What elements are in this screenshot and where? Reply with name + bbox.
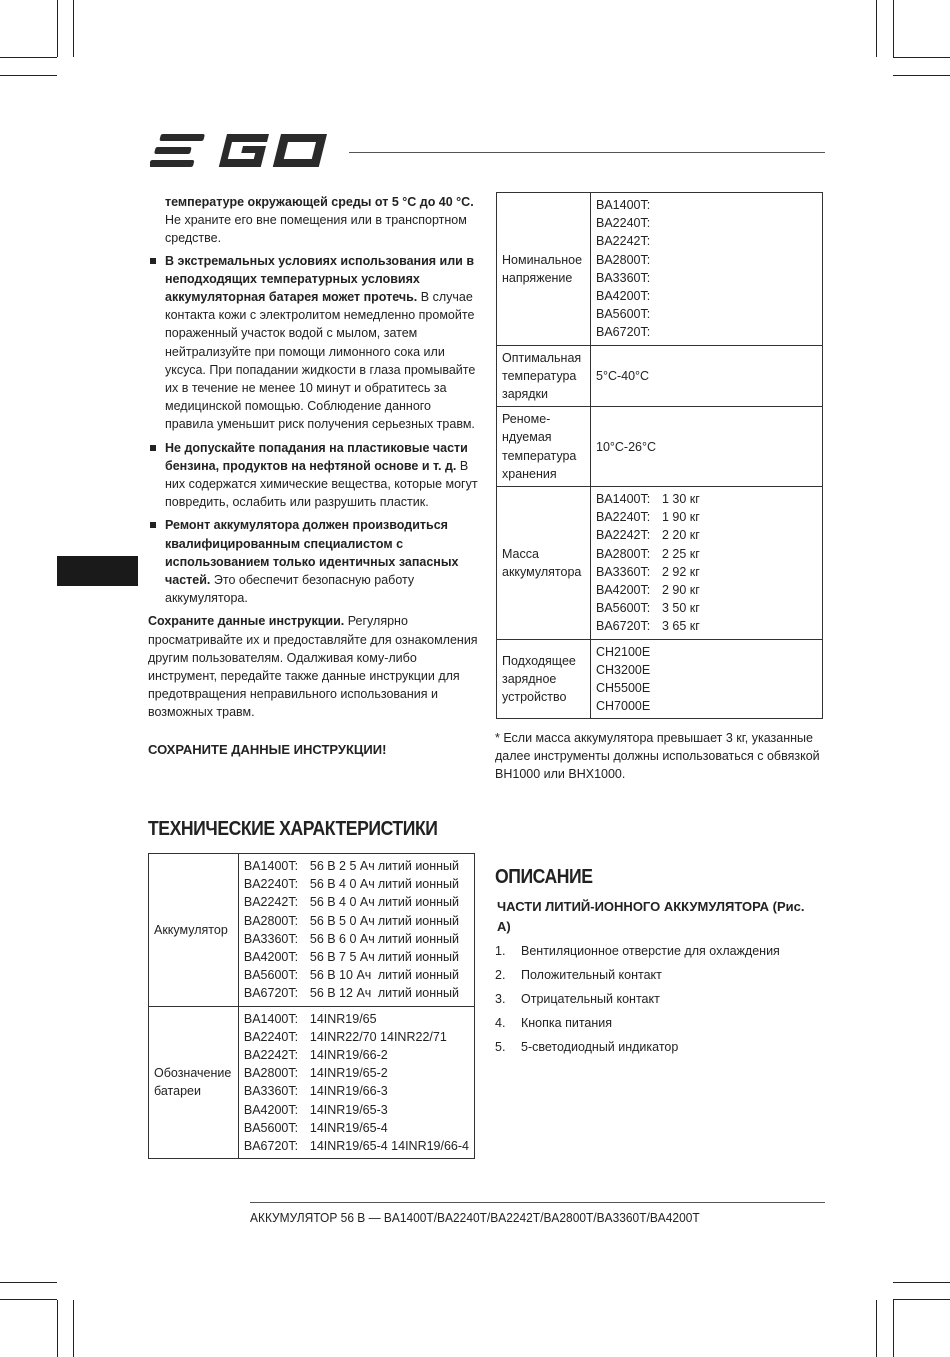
- table-row: [149, 854, 475, 1007]
- section-tab: [57, 556, 138, 586]
- designation-values: BA1400T: 14INR19/65 BA2240T: 14INR22/70 14INR22/71 BA2242T: 14INR19/66-2 BA2800T: 14INR19/65-2 BA3360T: 14INR19/66-3 BA4200T: 14INR19/65-3 BA5600T: 14INR19/65-4 BA6720T: 14INR19/65-4 14INR19/66-4: [238, 1006, 474, 1159]
- table-row: [497, 193, 823, 346]
- crop-mark: [57, 1300, 58, 1357]
- footer-rule: [250, 1202, 825, 1203]
- crop-mark: [0, 1299, 57, 1300]
- right-specs-table: [496, 192, 823, 719]
- parts-list: [495, 941, 780, 1061]
- save-paragraph: Сохраните данные инструкции. Регулярно просматривайте их и предоставляйте для ознакомления другим пользователям. Одалживая кому-либо инструмент, передайте также данные инструкции для предотвращения неправильного использования и возможных травм.: [148, 614, 478, 720]
- crop-mark: [893, 1300, 894, 1357]
- crop-mark: [876, 0, 877, 57]
- description-subtitle: ЧАСТИ ЛИТИЙ-ИОННОГО АККУМУЛЯТОРА (Рис. A): [497, 899, 805, 934]
- charge-temp-value: 5°C-40°C: [591, 345, 823, 407]
- mass-footnote: * Если масса аккумулятора превышает 3 кг, указанные далее инструменты должны использоваться с обвязкой BH1000 или BHX1000.: [495, 731, 820, 782]
- charger-values: CH2100E CH3200E CH5500E CH7000E: [591, 639, 823, 719]
- mass-label: Масса аккумулятора: [497, 487, 591, 640]
- crop-mark: [893, 1299, 950, 1300]
- storage-temp-value: 10°C-26°C: [591, 407, 823, 487]
- crop-mark: [0, 1282, 57, 1283]
- page-footer: АККУМУЛЯТОР 56 В — BA1400T/BA2240T/BA2242T/BA2800T/BA3360T/BA4200T: [250, 1210, 700, 1225]
- list-item: 5. 5-светодиодный индикатор: [495, 1040, 679, 1054]
- crop-mark: [57, 0, 58, 57]
- storage-temp-label: Реноме- ндуемая температура хранения: [497, 407, 591, 487]
- specs-table: [148, 853, 475, 1159]
- battery-values: BA1400T: 56 В 2 5 Ач литий ионный BA2240T: 56 В 4 0 Ач литий ионный BA2242T: 56 В 4 0 Ач литий ионный BA2800T: 56 В 5 0 Ач литий ионный BA3360T: 56 В 6 0 Ач литий ионный BA4200T: 56 В 7 5 Ач литий ионный BA5600T: 56 В 10 Ач литий ионный BA6720T: 56 В 12 Ач литий ионный: [238, 854, 474, 1007]
- mass-values: BA1400T: 1 30 кг BA2240T: 1 90 кг BA2242T: 2 20 кг BA2800T: 2 25 кг BA3360T: 2 92 кг BA4200T: 2 90 кг BA5600T: 3 50 кг BA6720T: 3 65 кг: [591, 487, 823, 640]
- crop-mark: [893, 0, 894, 57]
- bullet-item: Ремонт аккумулятора должен производиться квалифицированным специалистом с использованием только идентичных запасных частей. Это обеспечит безопасную работу аккумулятора.: [148, 516, 478, 607]
- description-title: ОПИСАНИЕ: [495, 866, 593, 888]
- list-item: 2. Положительный контакт: [495, 968, 662, 982]
- specs-title: ТЕХНИЧЕСКИЕ ХАРАКТЕРИСТИКИ: [148, 818, 438, 840]
- bullet-item: В экстремальных условиях использования или в неподходящих температурных условиях аккумуляторная батарея может протечь. В случае контакта кожи с электролитом немедленно промойте пораженный участок водой с мылом, затем нейтрализуйте при помощи лимонного сока или уксуса. При попадании жидкости в глаза промывайте их в течение не менее 10 минут и обратитесь за медицинской помощью. Соблюдение данного правила уменьшит риск получения серьезных травм.: [148, 252, 478, 434]
- charge-temp-label: Оптимальная температура зарядки: [497, 345, 591, 407]
- crop-mark: [893, 75, 950, 76]
- crop-mark: [0, 57, 57, 58]
- crop-mark: [73, 0, 74, 57]
- table-row: [497, 639, 823, 719]
- list-item: 1. Вентиляционное отверстие для охлаждения: [495, 944, 780, 958]
- list-item: 4. Кнопка питания: [495, 1016, 613, 1030]
- charger-label: Подходящее зарядное устройство: [497, 639, 591, 719]
- safety-bullets: [148, 252, 478, 608]
- table-row: [149, 1006, 475, 1159]
- header-rule: [349, 152, 825, 153]
- bullet-item: Не допускайте попадания на пластиковые части бензина, продуктов на нефтяной основе и т. д. В них содержатся химические вещества, которые могут повредить, ослабить или разрушить пластик.: [148, 439, 478, 512]
- list-item: 3. Отрицательный контакт: [495, 992, 660, 1006]
- voltage-values: BA1400T: BA2240T: BA2242T: BA2800T: BA3360T: BA4200T: BA5600T: BA6720T:: [591, 193, 823, 346]
- crop-mark: [0, 75, 57, 76]
- table-row: [497, 487, 823, 640]
- crop-mark: [893, 1282, 950, 1283]
- crop-mark: [893, 57, 950, 58]
- crop-mark: [73, 1300, 74, 1357]
- intro-paragraph: температуре окружающей среды от 5 °C до 40 °C. Не храните его вне помещения или в транспортном средстве.: [165, 195, 474, 246]
- table-row: [497, 345, 823, 407]
- voltage-label: Номинальное напряжение: [497, 193, 591, 346]
- battery-label: Аккумулятор: [149, 854, 239, 1007]
- designation-label: Обозначение батареи: [149, 1006, 239, 1159]
- safety-text: [148, 193, 478, 759]
- ego-logo: [150, 130, 332, 172]
- crop-mark: [876, 1300, 877, 1357]
- table-row: [497, 407, 823, 487]
- save-instructions-heading: СОХРАНИТЕ ДАННЫЕ ИНСТРУКЦИИ!: [148, 741, 387, 757]
